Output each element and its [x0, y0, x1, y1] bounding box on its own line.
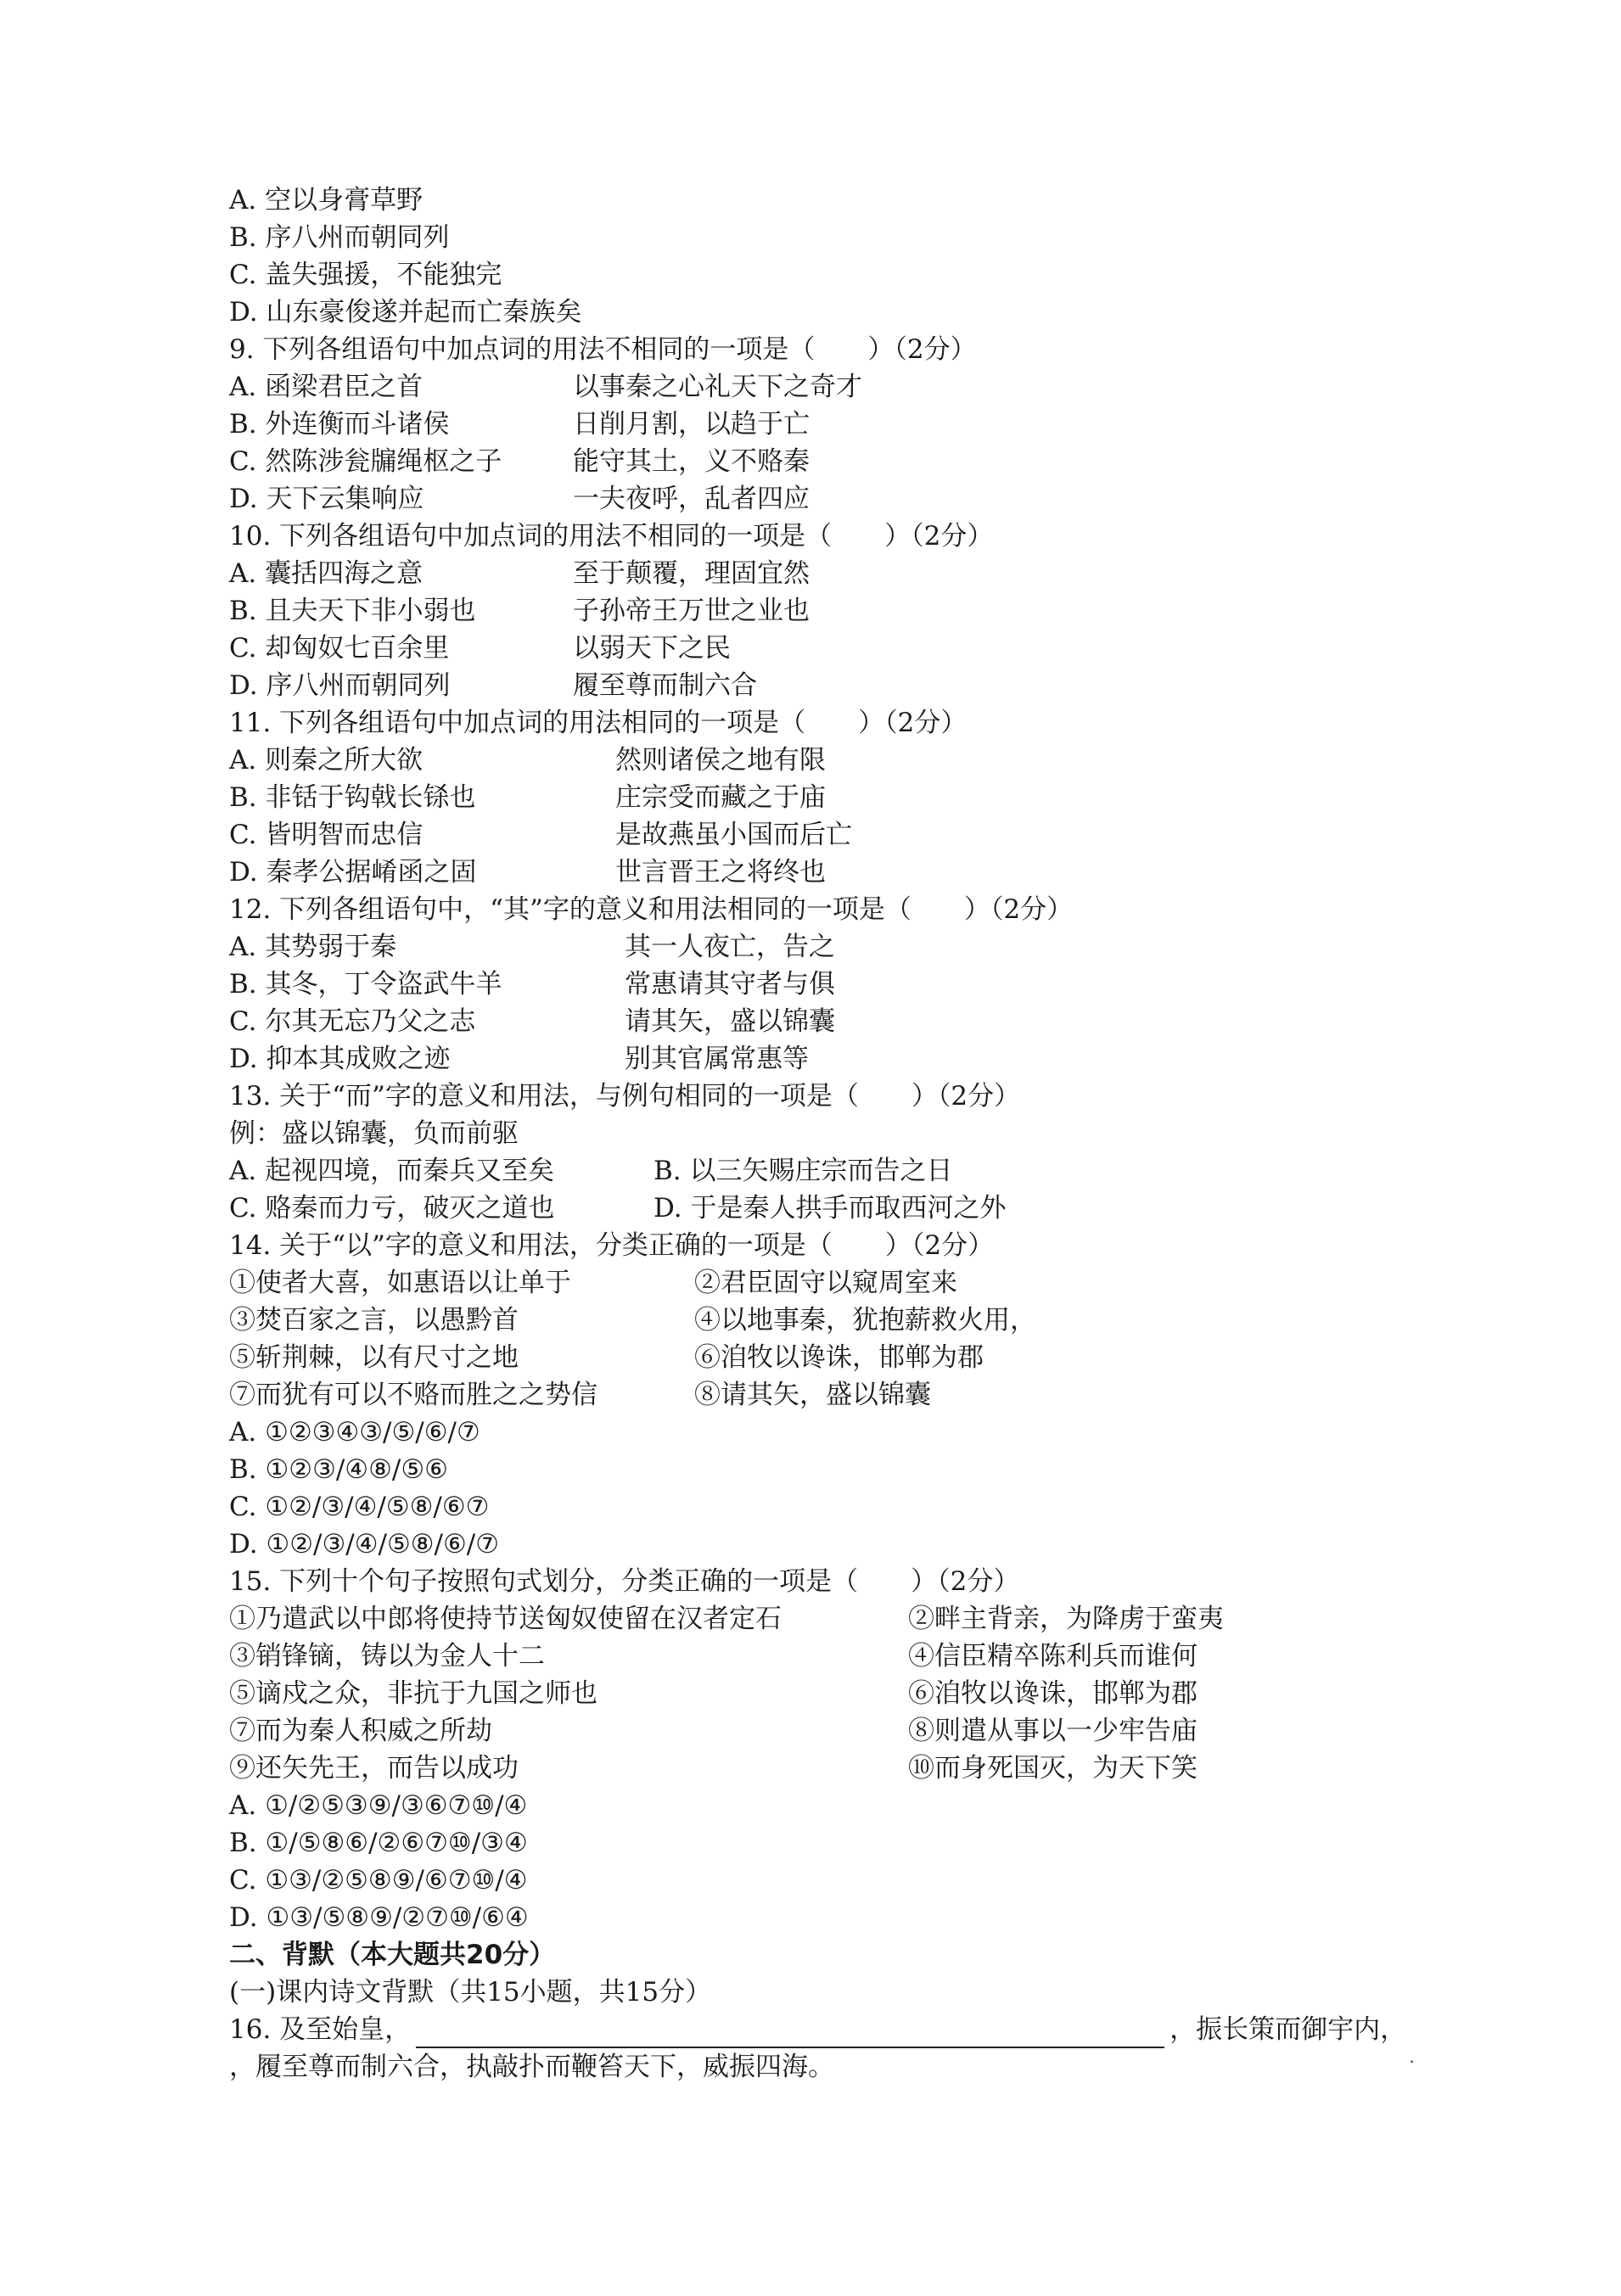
- q14-option-d: D. ①②/③/④/⑤⑧/⑥/⑦: [229, 1529, 500, 1560]
- q8-option-b: B. 序八州而朝同列: [229, 222, 450, 253]
- q15-option-d: D. ①③/⑤⑧⑨/②⑦⑩/⑥④: [229, 1902, 529, 1933]
- q9-option-c: C. 然陈涉瓮牖绳枢之子 能守其土，义不赂秦: [229, 446, 810, 477]
- q14-item-row: ③焚百家之言，以愚黔首 ④以地事秦，犹抱薪救火用，: [229, 1305, 1036, 1336]
- q9-option-a: A. 函梁君臣之首 以事秦之心礼天下之奇才: [229, 372, 862, 402]
- q15-option-c: C. ①③/②⑤⑧⑨/⑥⑦⑩/④: [229, 1865, 528, 1896]
- q13-stem: 13. 关于“而”字的意义和用法，与例句相同的一项是（ ）（2分）: [229, 1081, 1021, 1112]
- q10-option-c: C. 却匈奴七百余里 以弱天下之民: [229, 633, 731, 664]
- q16-line1: [229, 2011, 1406, 2048]
- q13-options-ab: A. 起视四境，而秦兵又至矣 B. 以三矢赐庄宗而告之日: [229, 1156, 953, 1186]
- q15-item-row: ⑦而为秦人积威之所劫 ⑧则遣从事以一少牢告庙: [229, 1716, 1198, 1746]
- q14-option-b: B. ①②③/④⑧/⑤⑥: [229, 1454, 448, 1485]
- q10-option-d: D. 序八州而朝同列 履至尊而制六合: [229, 670, 757, 701]
- q13-options-cd: C. 赂秦而力亏，破灭之道也 D. 于是秦人拱手而取西河之外: [229, 1193, 1007, 1224]
- q11-option-b: B. 非铦于钩戟长铩也 庄宗受而藏之于庙: [229, 782, 826, 813]
- q11-stem: 11. 下列各组语句中加点词的用法相同的一项是（ ）（2分）: [229, 708, 968, 738]
- q8-option-d: D. 山东豪俊遂并起而亡秦族矣: [229, 297, 582, 328]
- q9-option-d: D. 天下云集响应 一夫夜呼，乱者四应: [229, 484, 810, 514]
- q12-option-b: B. 其冬，丁令盗武牛羊 常惠请其守者与俱: [229, 969, 835, 1000]
- q16-suffix: ，振长策而御宇内，: [1169, 2014, 1407, 2045]
- q15-item-row: ③销锋镝，铸以为金人十二 ④信臣精卒陈利兵而谁何: [229, 1641, 1198, 1672]
- q14-option-c: C. ①②/③/④/⑤⑧/⑥⑦: [229, 1492, 490, 1522]
- q15-option-b: B. ①/⑤⑧⑥/②⑥⑦⑩/③④: [229, 1828, 528, 1858]
- q14-item-row: ①使者大喜，如惠语以让单于 ②君臣固守以窥周室来: [229, 1268, 957, 1298]
- q15-option-a: A. ①/②⑤③⑨/③⑥⑦⑩/④: [229, 1790, 528, 1821]
- q9-stem: 9. 下列各组语句中加点词的用法不相同的一项是（ ）（2分）: [229, 334, 977, 365]
- section-title: 二、背默（本大题共20分）: [229, 1940, 556, 1970]
- q16-prefix: 16. 及至始皇，: [229, 2014, 412, 2045]
- q15-item-row: ①乃遣武以中郎将使持节送匈奴使留在汉者定石 ②畔主背亲，为降虏于蛮夷: [229, 1604, 1224, 1634]
- q14-stem: 14. 关于“以”字的意义和用法，分类正确的一项是（ ）（2分）: [229, 1230, 995, 1261]
- q14-option-a: A. ①②③④③/⑤/⑥/⑦: [229, 1417, 480, 1448]
- q10-option-b: B. 且夫天下非小弱也 子孙帝王万世之业也: [229, 596, 810, 626]
- q8-option-a: A. 空以身膏草野: [229, 185, 423, 216]
- q14-item-row: ⑦而犹有可以不赂而胜之之势信 ⑧请其矢，盛以锦囊: [229, 1380, 931, 1410]
- q12-option-d: D. 抑本其成败之迹 别其官属常惠等: [229, 1044, 809, 1074]
- stray-mark: .: [1409, 2047, 1415, 2068]
- q12-option-c: C. 尔其无忘乃父之志 请其矢，盛以锦囊: [229, 1006, 835, 1037]
- q10-stem: 10. 下列各组语句中加点词的用法不相同的一项是（ ）（2分）: [229, 521, 994, 552]
- q11-option-a: A. 则秦之所大欲 然则诸侯之地有限: [229, 745, 826, 776]
- section-subtitle: (一)课内诗文背默（共15小题，共15分）: [229, 1977, 712, 2008]
- q12-option-a: A. 其势弱于秦 其一人夜亡，告之: [229, 932, 835, 962]
- q12-stem: 12. 下列各组语句中，“其”字的意义和用法相同的一项是（ ）（2分）: [229, 894, 1074, 925]
- q15-item-row: ⑤谪戍之众，非抗于九国之师也 ⑥洎牧以谗诛，邯郸为郡: [229, 1678, 1198, 1709]
- q11-option-d: D. 秦孝公据崤函之固 世言晋王之将终也: [229, 857, 826, 888]
- q16-answer-blank[interactable]: [416, 2021, 1164, 2048]
- q8-option-c: C. 盖失强援，不能独完: [229, 260, 502, 290]
- q15-item-row: ⑨还矢先王，而告以成功 ⑩而身死国灭，为天下笑: [229, 1753, 1198, 1784]
- q10-option-a: A. 囊括四海之意 至于颠覆，理固宜然: [229, 558, 810, 589]
- q13-example: 例：盛以锦囊，负而前驱: [229, 1118, 519, 1149]
- q16-line2: ，履至尊而制六合，执敲扑而鞭笞天下，威振四海。: [229, 2052, 834, 2082]
- q14-item-row: ⑤斩荆棘，以有尺寸之地 ⑥洎牧以谗诛，邯郸为郡: [229, 1342, 984, 1373]
- q15-stem: 15. 下列十个句子按照句式划分，分类正确的一项是（ ）（2分）: [229, 1566, 1020, 1597]
- q9-option-b: B. 外连衡而斗诸侯 日削月割，以趋于亡: [229, 409, 810, 440]
- q11-option-c: C. 皆明智而忠信 是故燕虽小国而后亡: [229, 820, 852, 850]
